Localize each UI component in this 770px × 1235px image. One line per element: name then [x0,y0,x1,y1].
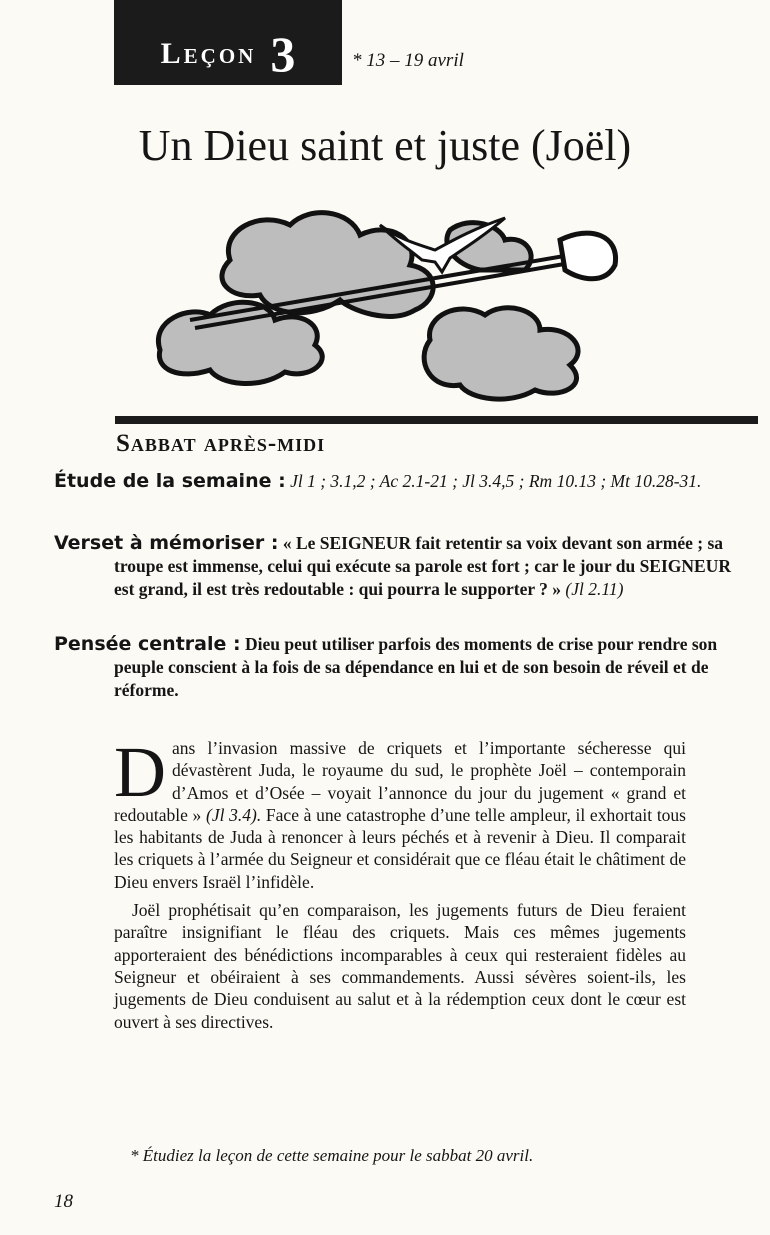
paragraph-1-start: ans l’invasion massive de criquets et l’importante sécheresse qui dévastèrent Juda, le royaume du sud, le prophète Joël – contemporain d’Amos et d’Osée – voyait l’annonce du jour du jugement « grand et redoutable » [114,738,686,825]
section-divider [115,416,758,424]
thought-text: Dieu peut utiliser parfois des moments de crise pour rendre son peuple conscient à la fois de sa dépendance en lui et de son besoin de réveil et de réforme. [114,634,718,700]
study-label: Étude de la semaine : [54,470,286,492]
verse-ref: (Jl 2.11) [565,579,624,599]
lesson-banner [114,0,342,85]
verse-label: Verset à mémoriser : [54,532,279,554]
lesson-number: 3 [270,26,296,82]
thought-label: Pensée centrale : [54,633,241,655]
paragraph-1-ref: (Jl 3.4). [206,804,262,825]
study-block [54,470,754,493]
thought-block [54,633,754,702]
lesson-dates: * 13 – 19 avril [352,50,464,71]
page-title: Un Dieu saint et juste (Joël) [138,121,632,170]
paragraph-2: Joël prophétisait qu’en comparaison, les jugements futurs de Dieu feraient paraître insignifiant le fléau des criquets. Mais ces mêmes jugements apporteraient des bénédictions incomparables à ceux qui resteraient fidèles au Seigneur et obéiraient à ses commandements. Aussi sévères soient-ils, les jugements de Dieu conduisent au salut et à la rédemption ceux dont le cœur est ouvert à ses directives. [114,900,686,1032]
study-refs: Jl 1 ; 3.1,2 ; Ac 2.1-21 ; Jl 3.4,5 ; Rm 10.13 ; Mt 10.28-31. [290,471,702,491]
paragraph-1 [114,732,686,893]
footnote: * Étudiez la leçon de cette semaine pour le sabbat 20 avril. [130,1146,534,1165]
verse-block [54,532,754,601]
page-number: 18 [54,1191,73,1212]
trumpet-dove-clouds-icon [150,200,640,405]
paragraph-1-end: Face à une catastrophe d’une telle ampleur, il exhortait tous les habitants de Juda à renoncer à leurs péchés et à revenir à Dieu. Il comparait les criquets à l’armée du Seigneur et considérait que ce fléau était le châtiment de Dieu envers Israël l’infidèle. [114,804,686,892]
body-text [114,732,686,1033]
verse-text: « Le SEIGNEUR fait retentir sa voix devant son armée ; sa troupe est immense, celui qui exécute sa parole est fort ; car le jour du SEIGNEUR est grand, il est très redoutable : qui pourra le supporter ? » [114,533,731,599]
drop-cap: D [114,732,166,812]
lesson-word: Leçon [160,37,257,70]
section-heading: Sabbat après-midi [116,430,326,457]
